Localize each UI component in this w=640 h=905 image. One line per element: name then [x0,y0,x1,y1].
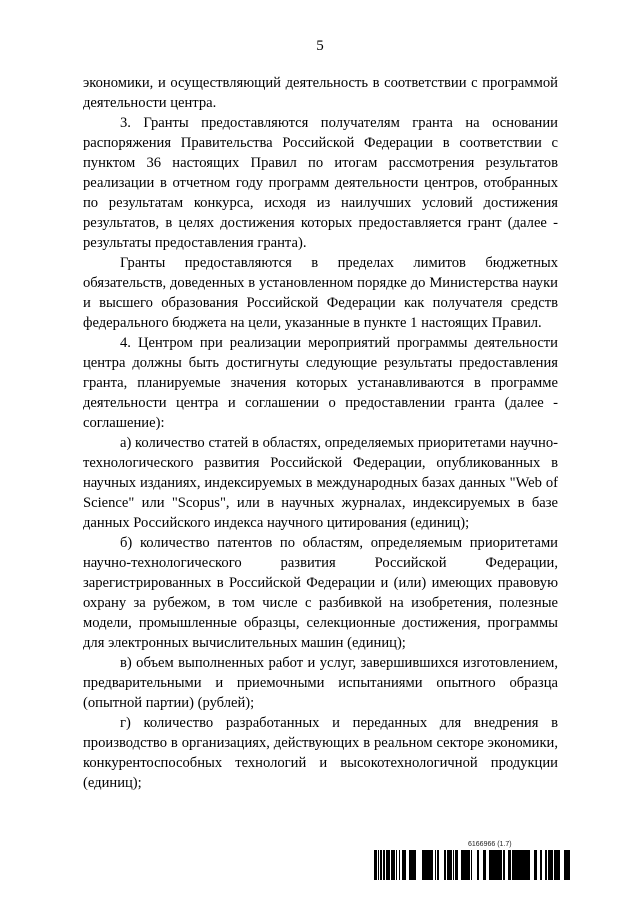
barcode-icon [374,850,570,880]
barcode-bar [384,850,385,880]
barcode-bar [455,850,456,880]
barcode-bar [375,850,376,880]
barcode-bar [552,850,553,880]
paragraph: г) количество разработанных и переданных для внедрения в производство в организациях, действующих в реальном секторе экономики, конкурентоспособных технологий и высокотехнологичной продукции (единиц); [83,715,558,791]
barcode-bar [528,850,530,880]
barcode-bar [469,850,470,880]
barcode-bar [496,850,499,880]
barcode-bar [425,850,426,880]
barcode-bar [522,850,523,880]
barcode-bar [447,850,449,880]
barcode-bar [519,850,521,880]
barcode-bar [386,850,388,880]
document-code: 6166966 (1.7) [468,841,512,848]
barcode-bar [435,850,436,880]
barcode-bar [464,850,465,880]
barcode-bar [430,850,432,880]
barcode-bar [426,850,427,880]
barcode-bar [391,850,392,880]
barcode-bar [410,850,411,880]
barcode-bar [404,850,405,880]
barcode-bar [489,850,492,880]
paragraph: а) количество статей в областях, определяемых приоритетами научно-технологического развития Российской Федерации, опубликованных в научных изданиях, индексируемых в международных базах данных "Web of Science" или "Scopus", или в научных журналах, индексируемых в базе данных Российского индекса научного цитирования (единиц); [83,435,558,531]
barcode-bar [567,850,568,880]
barcode-bar [492,850,495,880]
paragraph: 3. Гранты предоставляются получателям гранта на основании распоряжения Правительства Российской Федерации в соответствии с пунктом 36 настоящих Правил по итогам рассмотрения результатов реализации в отчетном году программ деятельности центров, отобранных по результатам конкурса, исходя из наилучших условий достижения результатов, в целях достижения которых предоставляется грант (далее - результаты предоставления гранта). [83,115,558,251]
barcode-bar [565,850,567,880]
barcode-bar [527,850,528,880]
barcode-bar [548,850,551,880]
barcode-bar [564,850,565,880]
barcode-bar [541,850,542,880]
barcode-bar [413,850,414,880]
barcode-bar [509,850,511,880]
barcode-bar [405,850,406,880]
barcode-bar [513,850,514,880]
barcode-bar [388,850,390,880]
barcode-bar [523,850,526,880]
barcode-bar [444,850,445,880]
barcode-bar [534,850,536,880]
barcode-bar [432,850,433,880]
body-text [83,73,558,793]
barcode-bar [477,850,479,880]
barcode-bar [540,850,541,880]
barcode-bar [374,850,375,880]
barcode-bar [503,850,504,880]
barcode-bar [378,850,379,880]
barcode-bar [554,850,557,880]
barcode-bar [411,850,413,880]
barcode-bar [449,850,450,880]
paragraph: в) объем выполненных работ и услуг, завершившихся изготовлением, предварительными и приемочными испытаниями опытного образца (опытной партии) (рублей); [83,655,558,711]
barcode-bar [515,850,516,880]
barcode-bar [451,850,452,880]
barcode-bar [521,850,522,880]
barcode-bar [396,850,397,880]
paragraph: Гранты предоставляются в пределах лимитов бюджетных обязательств, доведенных в установленном порядке до Министерства науки и высшего образования Российской Федерации как получателя средств федерального бюджета на цели, указанные в пункте 1 настоящих Правил. [83,255,558,331]
barcode-bar [437,850,439,880]
barcode-bar [422,850,425,880]
barcode-bar [514,850,515,880]
page-number: 5 [316,38,324,54]
barcode-bar [409,850,410,880]
barcode-bar [399,850,400,880]
barcode-bar [450,850,451,880]
barcode-bar [557,850,559,880]
barcode-bar [380,850,382,880]
barcode-bar [508,850,509,880]
barcode-bar [551,850,552,880]
barcode-bar [392,850,394,880]
barcode-bar [545,850,547,880]
barcode-bar [467,850,468,880]
paragraph: б) количество патентов по областям, определяемым приоритетами научно-технологического развития Российской Федерации, зарегистрированных в Российской Федерации и (или) имеющих правовую охрану за рубежом, в том числе с разбивкой на изобретения, полезные модели, промышленные образцы, селекционные достижения, программы для электронных вычислительных машин (единиц); [83,535,558,651]
barcode-bar [499,850,501,880]
barcode-bar [536,850,537,880]
barcode-bar [483,850,486,880]
barcode-bar [402,850,404,880]
barcode-bar [427,850,430,880]
barcode-bar [461,850,464,880]
barcode-bar [394,850,395,880]
barcode-bar [414,850,416,880]
barcode-bar [569,850,570,880]
barcode-bar [516,850,517,880]
barcode-bar [383,850,384,880]
barcode-bar [526,850,527,880]
barcode-bar [568,850,569,880]
barcode-bar [453,850,454,880]
barcode-bar [445,850,446,880]
barcode-bar [517,850,519,880]
barcode-bar [457,850,458,880]
barcode-bar [468,850,469,880]
barcode-bar [376,850,377,880]
barcode-bar [471,850,472,880]
barcode-bar [512,850,513,880]
barcode-bar [501,850,502,880]
barcode-bar [559,850,560,880]
paragraph: экономики, и осуществляющий деятельность в соответствии с программой деятельности центра. [83,75,558,111]
barcode-bar [456,850,457,880]
barcode-bar [504,850,505,880]
barcode-bar [465,850,467,880]
barcode-bar [495,850,496,880]
paragraph: 4. Центром при реализации мероприятий программы деятельности центра должны быть достигнуты следующие результаты предоставления гранта, планируемые значения которых устанавливаются в программе деятельности центра и соглашении о предоставлении гранта (далее - соглашение): [83,335,558,431]
